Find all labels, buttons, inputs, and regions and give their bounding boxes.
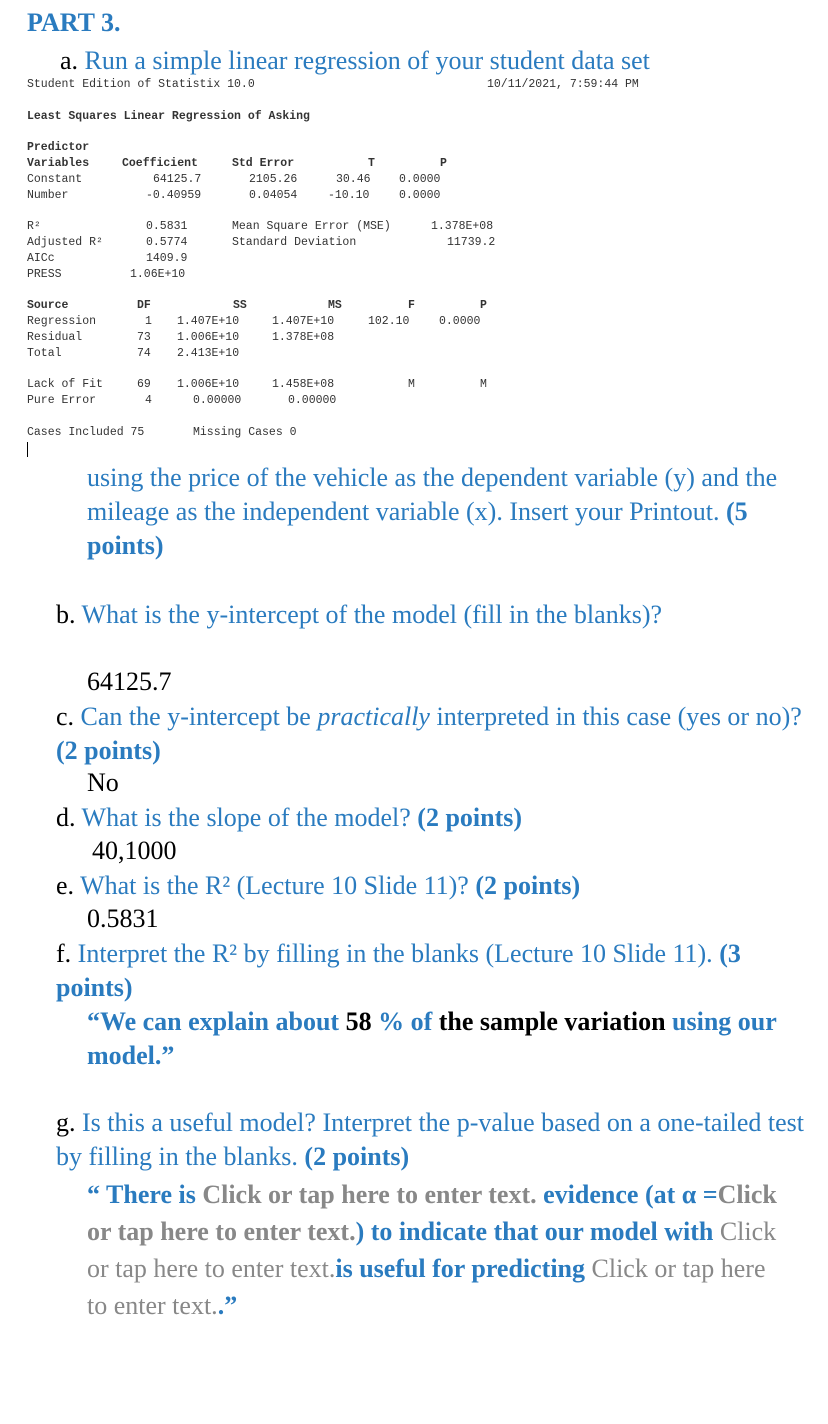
- question-d: [56, 801, 522, 835]
- cases-included: Cases Included 75: [27, 426, 145, 439]
- coef-head-variables: Variables: [27, 157, 90, 170]
- question-g-letter: g.: [56, 1108, 76, 1137]
- fill-text: is: [335, 1254, 353, 1283]
- placeholder-alpha[interactable]: Click or tap here to enter text.: [87, 1180, 777, 1246]
- coef-row-coef: -0.40959: [146, 189, 202, 202]
- fill-text: .”: [217, 1291, 238, 1320]
- stat-label-2: Mean Square Error (MSE): [232, 220, 391, 233]
- question-c-letter: c.: [56, 702, 75, 731]
- printout-header-left: Student Edition of Statistix 10.0: [27, 78, 255, 91]
- missing-cases: Missing Cases 0: [193, 426, 297, 439]
- anova-ss: 1.407E+10: [177, 315, 240, 328]
- anova-ss: 1.006E+10: [177, 331, 240, 344]
- anova-df: 1: [145, 315, 152, 328]
- question-d-points: (2 points): [417, 803, 523, 832]
- anova-ms: 1.378E+08: [272, 331, 335, 344]
- fill-blank-percent[interactable]: 58: [345, 1007, 372, 1036]
- fill-text: that our model with: [493, 1217, 714, 1246]
- stat-label: Adjusted R²: [27, 236, 103, 249]
- coef-row-coef: 64125.7: [153, 173, 202, 186]
- question-b: [56, 598, 816, 632]
- question-f-letter: f.: [56, 939, 72, 968]
- anova-f: 102.10: [368, 315, 410, 328]
- answer-d[interactable]: 40,1000: [92, 836, 177, 865]
- fill-text: % of: [378, 1007, 433, 1036]
- stat-label: AICc: [27, 252, 55, 265]
- question-g-text: Is this a useful model? Interpret the p-value based on a one-tailed test by filling in the blanks.: [56, 1108, 804, 1171]
- anova-p: 0.0000: [439, 315, 481, 328]
- question-c-text-pre: Can the y-intercept be: [80, 702, 311, 731]
- lof-p: M: [480, 378, 487, 391]
- printout-title: Least Squares Linear Regression of Asking: [27, 110, 310, 123]
- question-f-fill-sentence: [87, 1005, 787, 1073]
- question-e: [56, 869, 580, 903]
- question-a-letter: a.: [60, 46, 79, 75]
- question-g-points: (2 points): [304, 1142, 410, 1171]
- anova-df: 74: [137, 347, 151, 360]
- lof-ms: 0.00000: [288, 394, 337, 407]
- coef-head-predictor: Predictor: [27, 141, 90, 154]
- coef-row-t: 30.46: [336, 173, 371, 186]
- stat-label: PRESS: [27, 268, 62, 281]
- stat-value: 1.06E+10: [130, 268, 186, 281]
- question-d-text: What is the slope of the model?: [81, 803, 411, 832]
- question-a-continued: [87, 461, 817, 563]
- fill-text: using our model.”: [87, 1007, 777, 1070]
- stat-value: 1409.9: [146, 252, 188, 265]
- anova-head-ss: SS: [233, 299, 247, 312]
- question-g-fill-sentence: [87, 1176, 787, 1324]
- coef-head-coefficient: Coefficient: [122, 157, 198, 170]
- question-a-text: Run a simple linear regression of your student data set: [84, 46, 650, 75]
- stat-value-2: 11739.2: [447, 236, 496, 249]
- anova-head-source: Source: [27, 299, 69, 312]
- question-a: [60, 44, 650, 78]
- placeholder-evidence[interactable]: Click or tap here to enter text.: [202, 1180, 537, 1209]
- question-b-text: What is the y-intercept of the model (fill in the blanks)?: [81, 600, 663, 629]
- question-e-points: (2 points): [475, 871, 581, 900]
- stat-value: 0.5774: [146, 236, 188, 249]
- question-c-text-post: interpreted in this case (yes or no)?: [436, 702, 802, 731]
- fill-text: (at α =: [644, 1180, 718, 1209]
- fill-text: useful for predicting: [359, 1254, 586, 1283]
- question-d-letter: d.: [56, 803, 76, 832]
- anova-head-f: F: [408, 299, 415, 312]
- anova-ms: 1.407E+10: [272, 315, 335, 328]
- anova-head-df: DF: [137, 299, 151, 312]
- fill-text: “We can explain about: [87, 1007, 340, 1036]
- question-e-text: What is the R² (Lecture 10 Slide 11)?: [80, 871, 469, 900]
- answer-e[interactable]: 0.5831: [87, 904, 159, 933]
- lof-df: 69: [137, 378, 151, 391]
- anova-source: Regression: [27, 315, 97, 328]
- answer-c[interactable]: No: [87, 768, 119, 797]
- question-c-points: (2 points): [56, 736, 161, 765]
- question-e-letter: e.: [56, 871, 75, 900]
- anova-source: Total: [27, 347, 62, 360]
- coef-row-se: 2105.26: [249, 173, 298, 186]
- answer-b[interactable]: 64125.7: [87, 667, 172, 696]
- question-f: [56, 937, 816, 1005]
- lof-ss: 1.006E+10: [177, 378, 240, 391]
- lof-ms: 1.458E+08: [272, 378, 335, 391]
- question-a-points: (5 points): [87, 497, 748, 560]
- lof-f: M: [408, 378, 415, 391]
- anova-df: 73: [137, 331, 151, 344]
- question-f-text: Interpret the R² by filling in the blanks (Lecture 10 Slide 11).: [77, 939, 713, 968]
- anova-head-ms: MS: [328, 299, 342, 312]
- question-c-text-em: practically: [317, 702, 430, 731]
- question-b-letter: b.: [56, 600, 76, 629]
- lof-ss: 0.00000: [193, 394, 242, 407]
- coef-head-t: T: [368, 157, 375, 170]
- stat-label: R²: [27, 220, 41, 233]
- question-a-cont-text: using the price of the vehicle as the dependent variable (y) and the mileage as the independent variable (x). Insert your Printout.: [87, 463, 778, 526]
- lof-source: Lack of Fit: [27, 378, 103, 391]
- coef-row-name: Number: [27, 189, 69, 202]
- stat-label-2: Standard Deviation: [232, 236, 357, 249]
- question-c: [56, 700, 816, 768]
- coef-row-se: 0.04054: [249, 189, 298, 202]
- question-f-points: (3 points): [56, 939, 741, 1002]
- coef-row-t: -10.10: [328, 189, 370, 202]
- fill-text: “ There is: [87, 1180, 196, 1209]
- stat-value: 0.5831: [146, 220, 188, 233]
- anova-ss: 2.413E+10: [177, 347, 240, 360]
- placeholder-predictor[interactable]: Click or tap here to enter text.: [87, 1217, 777, 1283]
- coef-row-name: Constant: [27, 173, 83, 186]
- printout-header-right: 10/11/2021, 7:59:44 PM: [487, 78, 639, 91]
- lof-df: 4: [145, 394, 152, 407]
- anova-head-p: P: [480, 299, 487, 312]
- fill-blank-variation[interactable]: the sample variation: [438, 1007, 666, 1036]
- part-title: PART 3.: [27, 8, 121, 37]
- coef-head-stderr: Std Error: [232, 157, 295, 170]
- lof-source: Pure Error: [27, 394, 97, 407]
- anova-source: Residual: [27, 331, 83, 344]
- fill-text: ) to indicate: [355, 1217, 488, 1246]
- stat-value-2: 1.378E+08: [431, 220, 494, 233]
- coef-row-p: 0.0000: [399, 173, 441, 186]
- fill-text: evidence: [543, 1180, 639, 1209]
- coef-row-p: 0.0000: [399, 189, 441, 202]
- question-g: [56, 1106, 816, 1174]
- text-cursor: [27, 442, 28, 457]
- placeholder-response[interactable]: Click or tap here to enter text.: [87, 1254, 766, 1320]
- coef-head-p: P: [440, 157, 447, 170]
